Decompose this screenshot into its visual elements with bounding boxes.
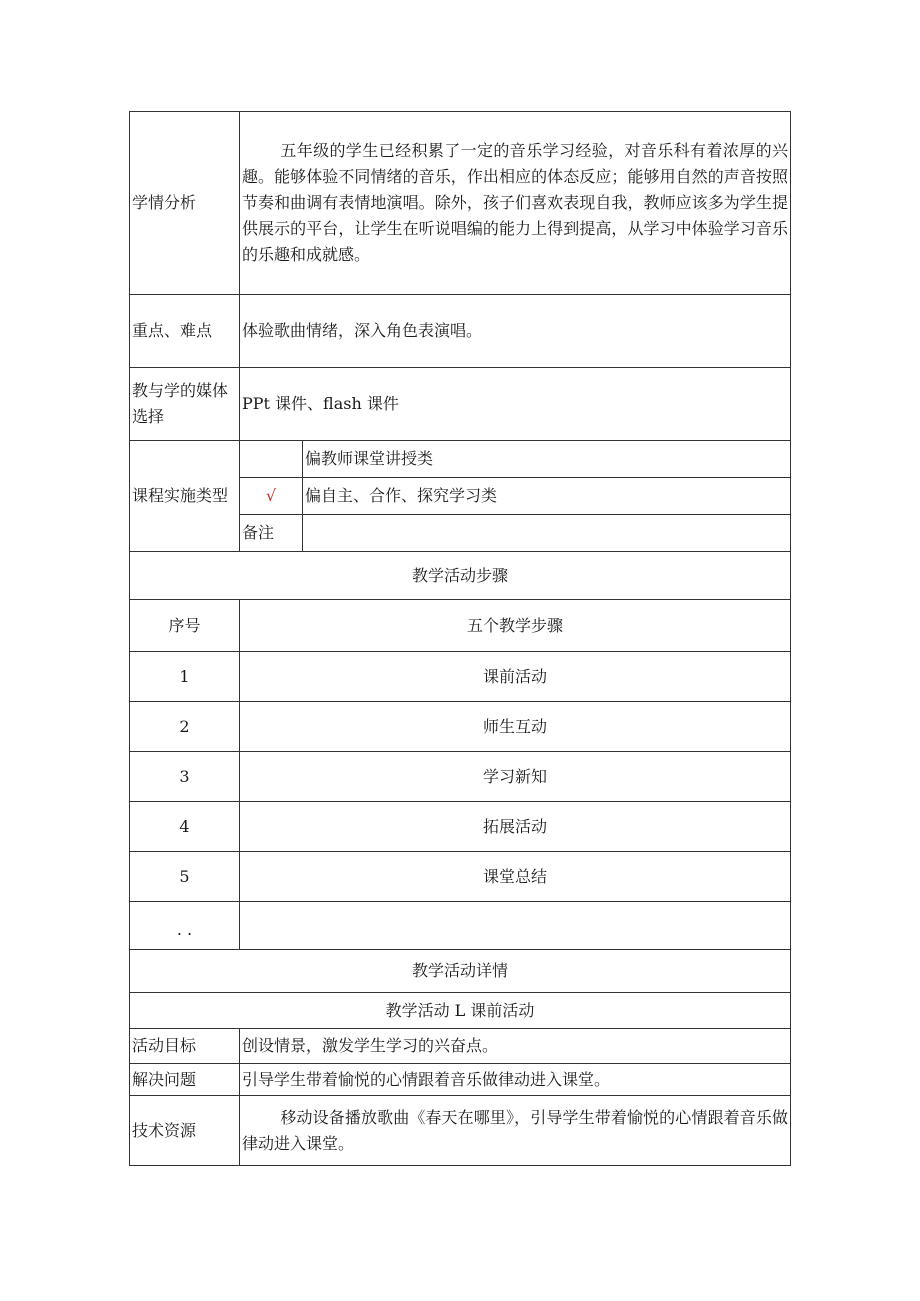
goal-text: 创设情景，激发学生学习的兴奋点。 <box>240 1029 791 1064</box>
steps-col-index: 序号 <box>130 600 240 652</box>
step-row <box>130 802 791 852</box>
step-row <box>130 652 791 702</box>
step-row <box>130 752 791 802</box>
step-index: 3 <box>130 752 240 802</box>
problem-text: 引导学生带着愉悦的心情跟着音乐做律动进入课堂。 <box>240 1064 791 1096</box>
course-type-check-empty <box>240 441 303 478</box>
media-label: 教与学的媒体选择 <box>130 368 240 441</box>
key-points-row <box>130 295 791 368</box>
details-title: 教学活动详情 <box>130 950 791 993</box>
remark-label: 备注 <box>240 515 303 552</box>
step-name: 学习新知 <box>240 752 791 802</box>
lesson-plan-table <box>129 111 791 1166</box>
course-type-option-lecture: 偏教师课堂讲授类 <box>303 441 791 478</box>
step-row <box>130 702 791 752</box>
key-points-label: 重点、难点 <box>130 295 240 368</box>
step-more-empty <box>240 902 791 950</box>
resource-row <box>130 1096 791 1166</box>
course-type-row-1 <box>130 441 791 478</box>
step-index: 1 <box>130 652 240 702</box>
step-name: 课前活动 <box>240 652 791 702</box>
step-index: 2 <box>130 702 240 752</box>
course-type-option-inquiry: 偏自主、合作、探究学习类 <box>303 478 791 515</box>
steps-title-row <box>130 552 791 600</box>
step-index: 4 <box>130 802 240 852</box>
learner-analysis-label: 学情分析 <box>130 112 240 295</box>
activity-title-row <box>130 993 791 1029</box>
problem-row <box>130 1064 791 1096</box>
learner-analysis-row <box>130 112 791 295</box>
details-title-row <box>130 950 791 993</box>
resource-text: 移动设备播放歌曲《春天在哪里》，引导学生带着愉悦的心情跟着音乐做律动进入课堂。 <box>240 1096 791 1166</box>
step-name: 拓展活动 <box>240 802 791 852</box>
goal-label: 活动目标 <box>130 1029 240 1064</box>
media-text: PPt 课件、flash 课件 <box>240 368 791 441</box>
key-points-text: 体验歌曲情绪，深入角色表演唱。 <box>240 295 791 368</box>
media-row <box>130 368 791 441</box>
step-name: 师生互动 <box>240 702 791 752</box>
problem-label: 解决问题 <box>130 1064 240 1096</box>
step-more: . . <box>130 902 240 950</box>
course-type-label: 课程实施类型 <box>130 441 240 552</box>
check-mark-icon: √ <box>240 478 303 515</box>
steps-col-steps: 五个教学步骤 <box>240 600 791 652</box>
steps-header-row <box>130 600 791 652</box>
step-row <box>130 852 791 902</box>
step-name: 课堂总结 <box>240 852 791 902</box>
remark-value <box>303 515 791 552</box>
resource-label: 技术资源 <box>130 1096 240 1166</box>
step-index: 5 <box>130 852 240 902</box>
goal-row <box>130 1029 791 1064</box>
activity-title: 教学活动 L 课前活动 <box>130 993 791 1029</box>
step-row-more <box>130 902 791 950</box>
steps-title: 教学活动步骤 <box>130 552 791 600</box>
learner-analysis-text: 五年级的学生已经积累了一定的音乐学习经验，对音乐科有着浓厚的兴趣。能够体验不同情绪的音乐，作出相应的体态反应；能够用自然的声音按照节奏和曲调有表情地演唱。除外，孩子们喜欢表现自我，教师应该多为学生提供展示的平台，让学生在听说唱编的能力上得到提高，从学习中体验学习音乐的乐趣和成就感。 <box>240 112 791 295</box>
